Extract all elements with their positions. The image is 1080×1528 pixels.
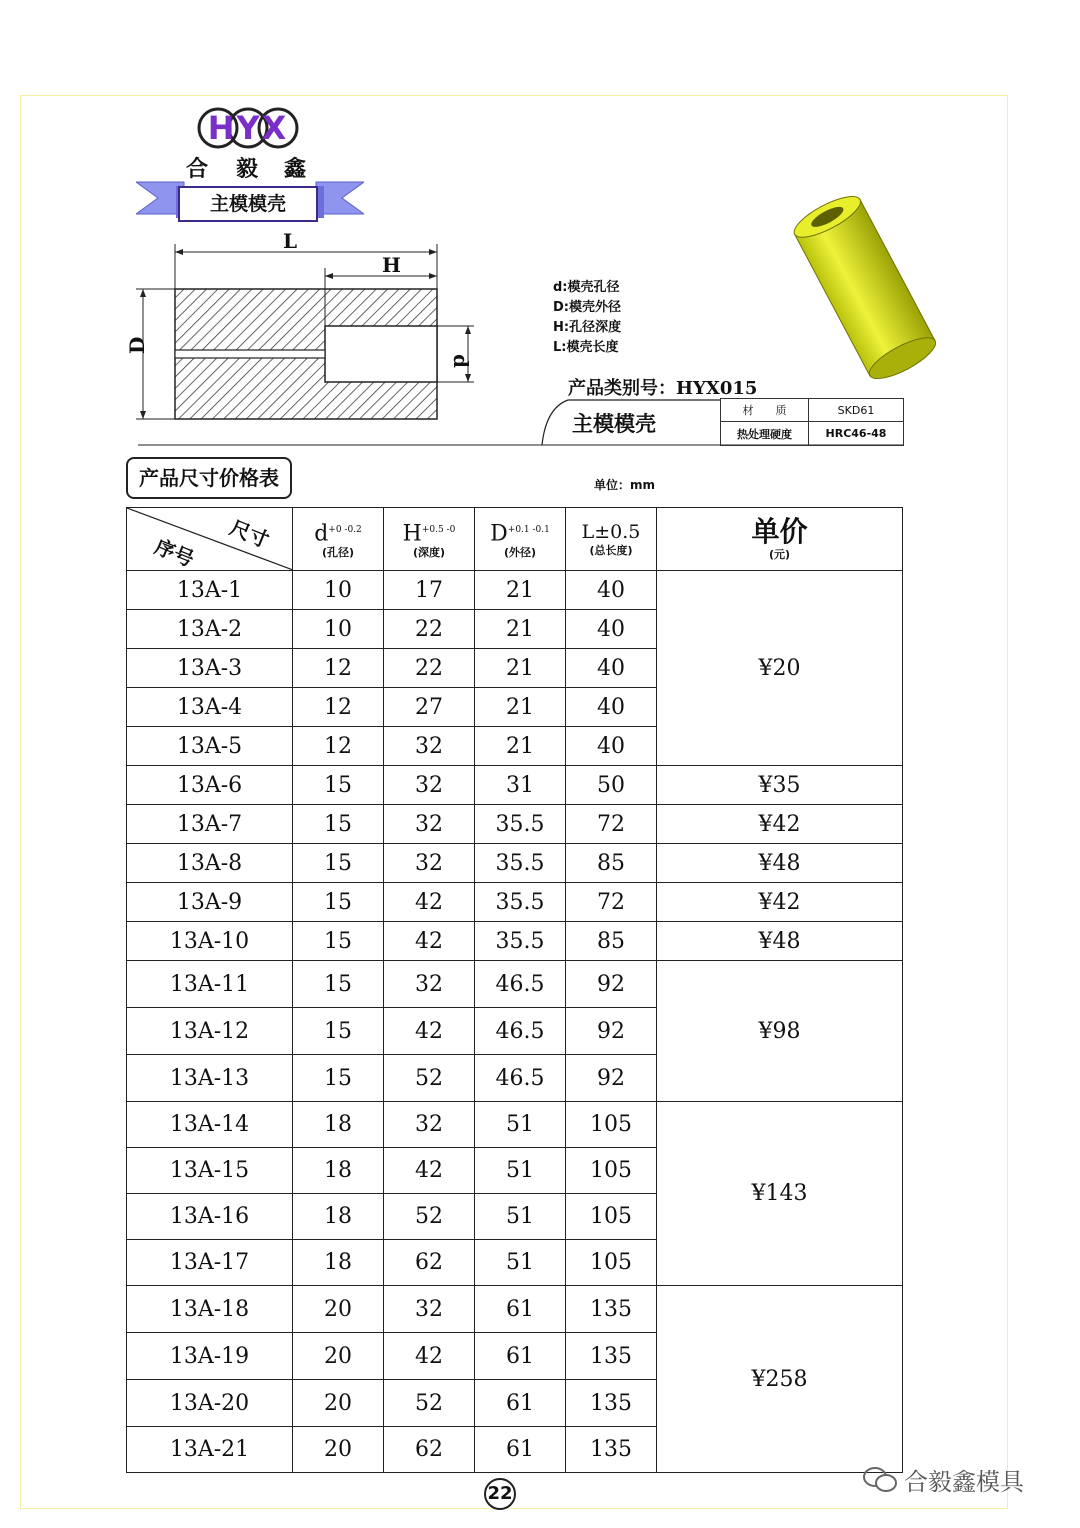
table-row bbox=[127, 883, 903, 922]
cell-d: 15 bbox=[293, 844, 384, 883]
logo-char-1: 合 bbox=[186, 157, 209, 182]
cell-L: 72 bbox=[566, 883, 657, 922]
cell-D: 61 bbox=[475, 1286, 566, 1333]
price-cell: ¥48 bbox=[657, 922, 903, 961]
cell-H: 32 bbox=[384, 844, 475, 883]
row-code: 13A-17 bbox=[127, 1240, 293, 1286]
cell-D: 61 bbox=[475, 1427, 566, 1473]
dim-label-H: H bbox=[382, 253, 401, 277]
spec-price-table bbox=[126, 507, 903, 1473]
header-D-symbol: D bbox=[490, 521, 508, 547]
material-label: 材 质 bbox=[721, 399, 809, 422]
row-code: 13A-2 bbox=[127, 610, 293, 649]
cell-d: 18 bbox=[293, 1240, 384, 1286]
price-cell: ¥258 bbox=[657, 1286, 903, 1473]
header-d-symbol: d bbox=[314, 521, 329, 547]
cell-D: 46.5 bbox=[475, 1055, 566, 1102]
cell-L: 40 bbox=[566, 649, 657, 688]
hardness-label: 热处理硬度 bbox=[721, 422, 809, 445]
cell-H: 62 bbox=[384, 1240, 475, 1286]
cell-L: 92 bbox=[566, 1055, 657, 1102]
cell-L: 50 bbox=[566, 766, 657, 805]
cell-H: 42 bbox=[384, 883, 475, 922]
cell-d: 15 bbox=[293, 805, 384, 844]
cell-D: 46.5 bbox=[475, 1008, 566, 1055]
table-row bbox=[127, 571, 903, 610]
header-D bbox=[475, 508, 566, 571]
cell-D: 51 bbox=[475, 1102, 566, 1148]
cell-D: 35.5 bbox=[475, 883, 566, 922]
logo-char-2: 毅 bbox=[236, 157, 259, 182]
row-code: 13A-18 bbox=[127, 1286, 293, 1333]
cell-L: 92 bbox=[566, 1008, 657, 1055]
cell-L: 40 bbox=[566, 571, 657, 610]
cell-d: 15 bbox=[293, 1008, 384, 1055]
cell-D: 21 bbox=[475, 610, 566, 649]
cell-H: 32 bbox=[384, 805, 475, 844]
price-cell: ¥98 bbox=[657, 961, 903, 1102]
cell-D: 51 bbox=[475, 1240, 566, 1286]
price-cell: ¥20 bbox=[657, 571, 903, 766]
cell-D: 46.5 bbox=[475, 961, 566, 1008]
hyx-logo bbox=[196, 106, 300, 150]
header-H-tol: +0.5 -0 bbox=[421, 524, 456, 535]
table-row bbox=[127, 805, 903, 844]
row-code: 13A-10 bbox=[127, 922, 293, 961]
ribbon-label: 主模模壳 bbox=[178, 186, 318, 222]
cell-H: 32 bbox=[384, 766, 475, 805]
cell-D: 21 bbox=[475, 649, 566, 688]
cell-d: 12 bbox=[293, 688, 384, 727]
cell-H: 27 bbox=[384, 688, 475, 727]
cell-H: 32 bbox=[384, 1102, 475, 1148]
cell-D: 35.5 bbox=[475, 805, 566, 844]
cell-H: 42 bbox=[384, 1148, 475, 1194]
cell-D: 21 bbox=[475, 727, 566, 766]
cell-d: 20 bbox=[293, 1427, 384, 1473]
table-row bbox=[127, 1286, 903, 1333]
price-cell: ¥48 bbox=[657, 844, 903, 883]
cell-H: 52 bbox=[384, 1055, 475, 1102]
header-H bbox=[384, 508, 475, 571]
cell-L: 92 bbox=[566, 961, 657, 1008]
logo-char-3: 鑫 bbox=[284, 157, 307, 182]
dim-label-L: L bbox=[283, 230, 298, 253]
price-cell: ¥42 bbox=[657, 883, 903, 922]
watermark bbox=[862, 1462, 1024, 1497]
header-D-sub: (外径) bbox=[503, 546, 537, 560]
header-d bbox=[293, 508, 384, 571]
header-H-sub: (深度) bbox=[412, 546, 446, 560]
table-title: 产品尺寸价格表 bbox=[126, 457, 292, 499]
header-L-sub: (总长度) bbox=[589, 544, 633, 557]
section-drawing bbox=[118, 230, 488, 450]
row-code: 13A-8 bbox=[127, 844, 293, 883]
header-L-symbol: L±0.5 bbox=[581, 521, 641, 543]
cell-H: 42 bbox=[384, 1008, 475, 1055]
cell-L: 72 bbox=[566, 805, 657, 844]
row-code: 13A-9 bbox=[127, 883, 293, 922]
row-code: 13A-12 bbox=[127, 1008, 293, 1055]
header-price-label: 单价 bbox=[751, 515, 808, 548]
cell-d: 20 bbox=[293, 1333, 384, 1380]
cell-D: 51 bbox=[475, 1194, 566, 1240]
cell-d: 10 bbox=[293, 571, 384, 610]
price-cell: ¥42 bbox=[657, 805, 903, 844]
cell-L: 105 bbox=[566, 1102, 657, 1148]
unit-label: 单位：mm bbox=[594, 478, 656, 492]
legend-item: D:模壳外径 bbox=[553, 300, 621, 315]
cell-d: 18 bbox=[293, 1102, 384, 1148]
cell-L: 135 bbox=[566, 1286, 657, 1333]
cell-L: 85 bbox=[566, 844, 657, 883]
cell-L: 105 bbox=[566, 1194, 657, 1240]
corner-bottom-label: 序号 bbox=[151, 534, 198, 572]
cell-d: 20 bbox=[293, 1286, 384, 1333]
table-row bbox=[127, 844, 903, 883]
legend-item: H:孔径深度 bbox=[553, 320, 622, 335]
part-3d-image bbox=[788, 186, 938, 382]
cell-H: 32 bbox=[384, 961, 475, 1008]
cell-L: 40 bbox=[566, 727, 657, 766]
dimension-legend bbox=[553, 278, 621, 358]
cell-d: 18 bbox=[293, 1194, 384, 1240]
dim-label-d: d bbox=[449, 354, 473, 368]
row-code: 13A-20 bbox=[127, 1380, 293, 1427]
cell-H: 42 bbox=[384, 922, 475, 961]
cell-L: 135 bbox=[566, 1427, 657, 1473]
product-name: 主模模壳 bbox=[572, 412, 656, 436]
material-value: SKD61 bbox=[809, 399, 903, 422]
row-code: 13A-19 bbox=[127, 1333, 293, 1380]
header-price-sub: (元) bbox=[768, 548, 791, 561]
header-L bbox=[566, 508, 657, 571]
material-box bbox=[720, 398, 904, 446]
row-code: 13A-16 bbox=[127, 1194, 293, 1240]
cell-H: 52 bbox=[384, 1194, 475, 1240]
cell-L: 40 bbox=[566, 688, 657, 727]
cell-L: 40 bbox=[566, 610, 657, 649]
hardness-value: HRC46-48 bbox=[825, 427, 887, 440]
cell-D: 61 bbox=[475, 1333, 566, 1380]
row-code: 13A-6 bbox=[127, 766, 293, 805]
cell-H: 22 bbox=[384, 610, 475, 649]
table-row bbox=[127, 922, 903, 961]
cell-H: 42 bbox=[384, 1333, 475, 1380]
table-row bbox=[127, 766, 903, 805]
row-code: 13A-1 bbox=[127, 571, 293, 610]
cell-d: 12 bbox=[293, 727, 384, 766]
row-code: 13A-5 bbox=[127, 727, 293, 766]
header-D-tol: +0.1 -0.1 bbox=[507, 524, 550, 535]
cell-D: 61 bbox=[475, 1380, 566, 1427]
cell-d: 12 bbox=[293, 649, 384, 688]
cell-d: 15 bbox=[293, 922, 384, 961]
cell-L: 85 bbox=[566, 922, 657, 961]
cell-H: 32 bbox=[384, 1286, 475, 1333]
row-code: 13A-7 bbox=[127, 805, 293, 844]
cell-H: 17 bbox=[384, 571, 475, 610]
table-row bbox=[127, 961, 903, 1008]
cell-H: 62 bbox=[384, 1427, 475, 1473]
cell-L: 135 bbox=[566, 1333, 657, 1380]
header-d-tol: +0 -0.2 bbox=[328, 524, 362, 535]
cell-d: 20 bbox=[293, 1380, 384, 1427]
corner-top-label: 尺寸 bbox=[226, 515, 273, 553]
cell-L: 105 bbox=[566, 1240, 657, 1286]
header-d-sub: (孔径) bbox=[321, 546, 355, 560]
logo-brand-text: HYX bbox=[207, 109, 289, 147]
cell-D: 21 bbox=[475, 688, 566, 727]
table-header-row bbox=[127, 508, 903, 571]
cell-D: 35.5 bbox=[475, 922, 566, 961]
row-code: 13A-15 bbox=[127, 1148, 293, 1194]
row-code: 13A-3 bbox=[127, 649, 293, 688]
row-code: 13A-14 bbox=[127, 1102, 293, 1148]
header-H-symbol: H bbox=[402, 521, 422, 547]
row-code: 13A-4 bbox=[127, 688, 293, 727]
cell-d: 15 bbox=[293, 883, 384, 922]
cell-D: 31 bbox=[475, 766, 566, 805]
table-body bbox=[127, 571, 903, 1473]
header-price bbox=[657, 508, 903, 571]
row-code: 13A-13 bbox=[127, 1055, 293, 1102]
cell-d: 18 bbox=[293, 1148, 384, 1194]
cell-D: 35.5 bbox=[475, 844, 566, 883]
page-number: 22 bbox=[484, 1478, 516, 1510]
dim-label-D: D bbox=[125, 336, 149, 354]
legend-item: d:模壳孔径 bbox=[553, 280, 620, 295]
watermark-text: 合毅鑫模具 bbox=[904, 1468, 1024, 1496]
table-row bbox=[127, 1102, 903, 1148]
cell-d: 10 bbox=[293, 610, 384, 649]
cell-H: 22 bbox=[384, 649, 475, 688]
cell-L: 135 bbox=[566, 1380, 657, 1427]
row-code: 13A-21 bbox=[127, 1427, 293, 1473]
cell-L: 105 bbox=[566, 1148, 657, 1194]
legend-item: L:模壳长度 bbox=[553, 340, 619, 355]
cell-d: 15 bbox=[293, 766, 384, 805]
wechat-icon bbox=[862, 1466, 898, 1494]
corner-header bbox=[127, 508, 293, 571]
cell-H: 52 bbox=[384, 1380, 475, 1427]
price-cell: ¥35 bbox=[657, 766, 903, 805]
cell-D: 51 bbox=[475, 1148, 566, 1194]
cell-H: 32 bbox=[384, 727, 475, 766]
row-code: 13A-11 bbox=[127, 961, 293, 1008]
price-cell: ¥143 bbox=[657, 1102, 903, 1286]
cell-D: 21 bbox=[475, 571, 566, 610]
cell-d: 15 bbox=[293, 1055, 384, 1102]
cell-d: 15 bbox=[293, 961, 384, 1008]
product-code: 产品类别号：HYX015 bbox=[568, 378, 758, 399]
